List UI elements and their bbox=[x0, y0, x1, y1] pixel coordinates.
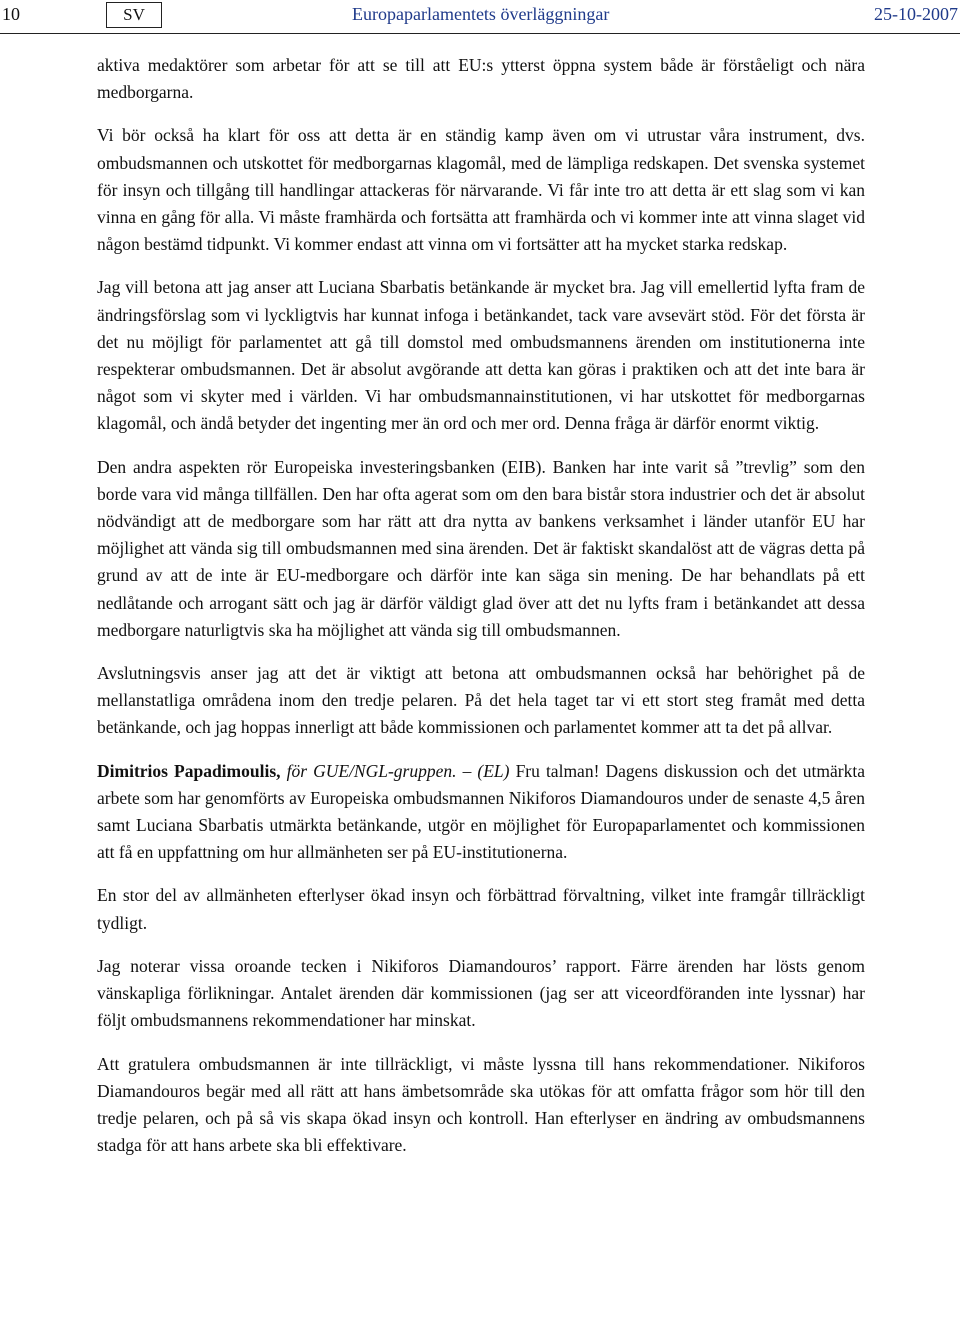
paragraph: En stor del av allmänheten efterlyser ökad insyn och förbättrad förvaltning, vilket inte framgår tillräckligt tydligt. bbox=[97, 885, 865, 933]
speaker-paragraph bbox=[97, 758, 865, 867]
paragraph: Jag noterar vissa oroande tecken i Nikiforos Diamandouros’ rapport. Färre ärenden har lösts genom vänskapliga förlikningar. Antalet ärenden där kommissionen (jag ser att viceordföranden inte lyssnar) har följt ombudsmannens rekommendationer har minskat. bbox=[97, 955, 865, 1031]
paragraph: Att gratulera ombudsmannen är inte tillräckligt, vi måste lyssna till hans rekommendationer. Nikiforos Diamandouros begär med all rätt att hans ämbetsområde ska utökas för att omfatta frågor som hör till den tredje pelaren, och på så vis skapa ökad insyn och kontroll. Han efterlyser en ändring av ombudsmannens stadga för att hans arbete ska bli effektivare. bbox=[97, 1053, 865, 1156]
document-date: 25-10-2007 bbox=[874, 4, 958, 24]
document-body bbox=[97, 52, 865, 1175]
page-number: 10 bbox=[2, 4, 20, 24]
speaker-role: för GUE/NGL-gruppen. – (EL) bbox=[286, 760, 510, 781]
speaker-name: Dimitrios Papadimoulis, bbox=[97, 760, 281, 781]
language-code-box: SV bbox=[106, 2, 162, 28]
paragraph: Avslutningsvis anser jag att det är viktigt att betona att ombudsmannen också har behörighet på de mellanstatliga områdena inom den tredje pelaren. På det hela taget tar vi ett stort steg framåt med detta betänkande, och jag hoppas innerligt att både kommissionen och parlamentet kommer att ta det på allvar. bbox=[97, 663, 865, 738]
paragraph: Den andra aspekten rör Europeiska investeringsbanken (EIB). Banken har inte varit så ”trevlig” som den borde vara vid många tillfällen. Den har ofta agerat som om den bara bistår stora industrier och det är absolut nödvändigt att de medborgare som har rätt att dra nytta av bankens verksamhet i länder utanför EU har möjlighet att vända sig till ombudsmannen med sina ärenden. Det är faktiskt skandalöst att de vägras detta på grund av att de inte är EU-medborgare och därför inte kan säga sin mening. De har behandlats på ett nedlåtande och arrogant sätt och jag är därför väldigt glad över att det nu lyfts fram i betänkandet att dessa medborgare naturligtvis ska ha möjlighet att vända sig till ombudsmannen. bbox=[97, 456, 865, 640]
page-header bbox=[0, 0, 960, 34]
document-title: Europaparlamentets överläggningar bbox=[352, 4, 610, 24]
speaker-text: Fru talman! Dagens diskussion och det utmärkta arbete som har genomförts av Europeiska ombudsmannen Nikiforos Diamandouros under de senaste 4,5 åren samt Luciana Sbarbatis utmärkta betänkande, utgör en möjlighet för Europaparlamentet och kommissionen att få en uppfattning om hur allmänheten ser på EU-institutionerna. bbox=[97, 760, 865, 863]
paragraph: Vi bör också ha klart för oss att detta är en ständig kamp även om vi utrustar våra instrument, dvs. ombudsmannen och utskottet för medborgarnas klagomål, med de lämpliga redskapen. Det svenska systemet för insyn och tillgång till handlingar attackeras för närvarande. Vi får inte tro att detta är ett slag som vi kan vinna en gång för alla. Vi måste framhärda och fortsätta att framhärda och vi kommer inte att vinna slaget vid någon bestämd tidpunkt. Vi kommer endast att vinna om vi fortsätter att ha mycket starka redskap. bbox=[97, 125, 865, 255]
paragraph: aktiva medaktörer som arbetar för att se till att EU:s ytterst öppna system både är förståeligt och nära medborgarna. bbox=[97, 55, 865, 103]
paragraph: Jag vill betona att jag anser att Luciana Sbarbatis betänkande är mycket bra. Jag vill emellertid lyfta fram de ändringsförslag som vi lyckligtvis har kunnat infoga i betänkandet, tack vare avsevärt stöd. För det första är det nu möjligt för parlamentet att gå till domstol med ombudsmannens ärenden om institutionerna inte respekterar ombudsmannen. Det är absolut avgörande att detta kan göras i praktiken och att det inte bara är något som vi skyter med i världen. Vi har ombudsmannainstitutionen, vi har utskottet för medborgarnas klagomål, och ändå betyder det ingenting mer än ord och mer ord. Denna fråga är därför enormt viktig. bbox=[97, 277, 865, 434]
